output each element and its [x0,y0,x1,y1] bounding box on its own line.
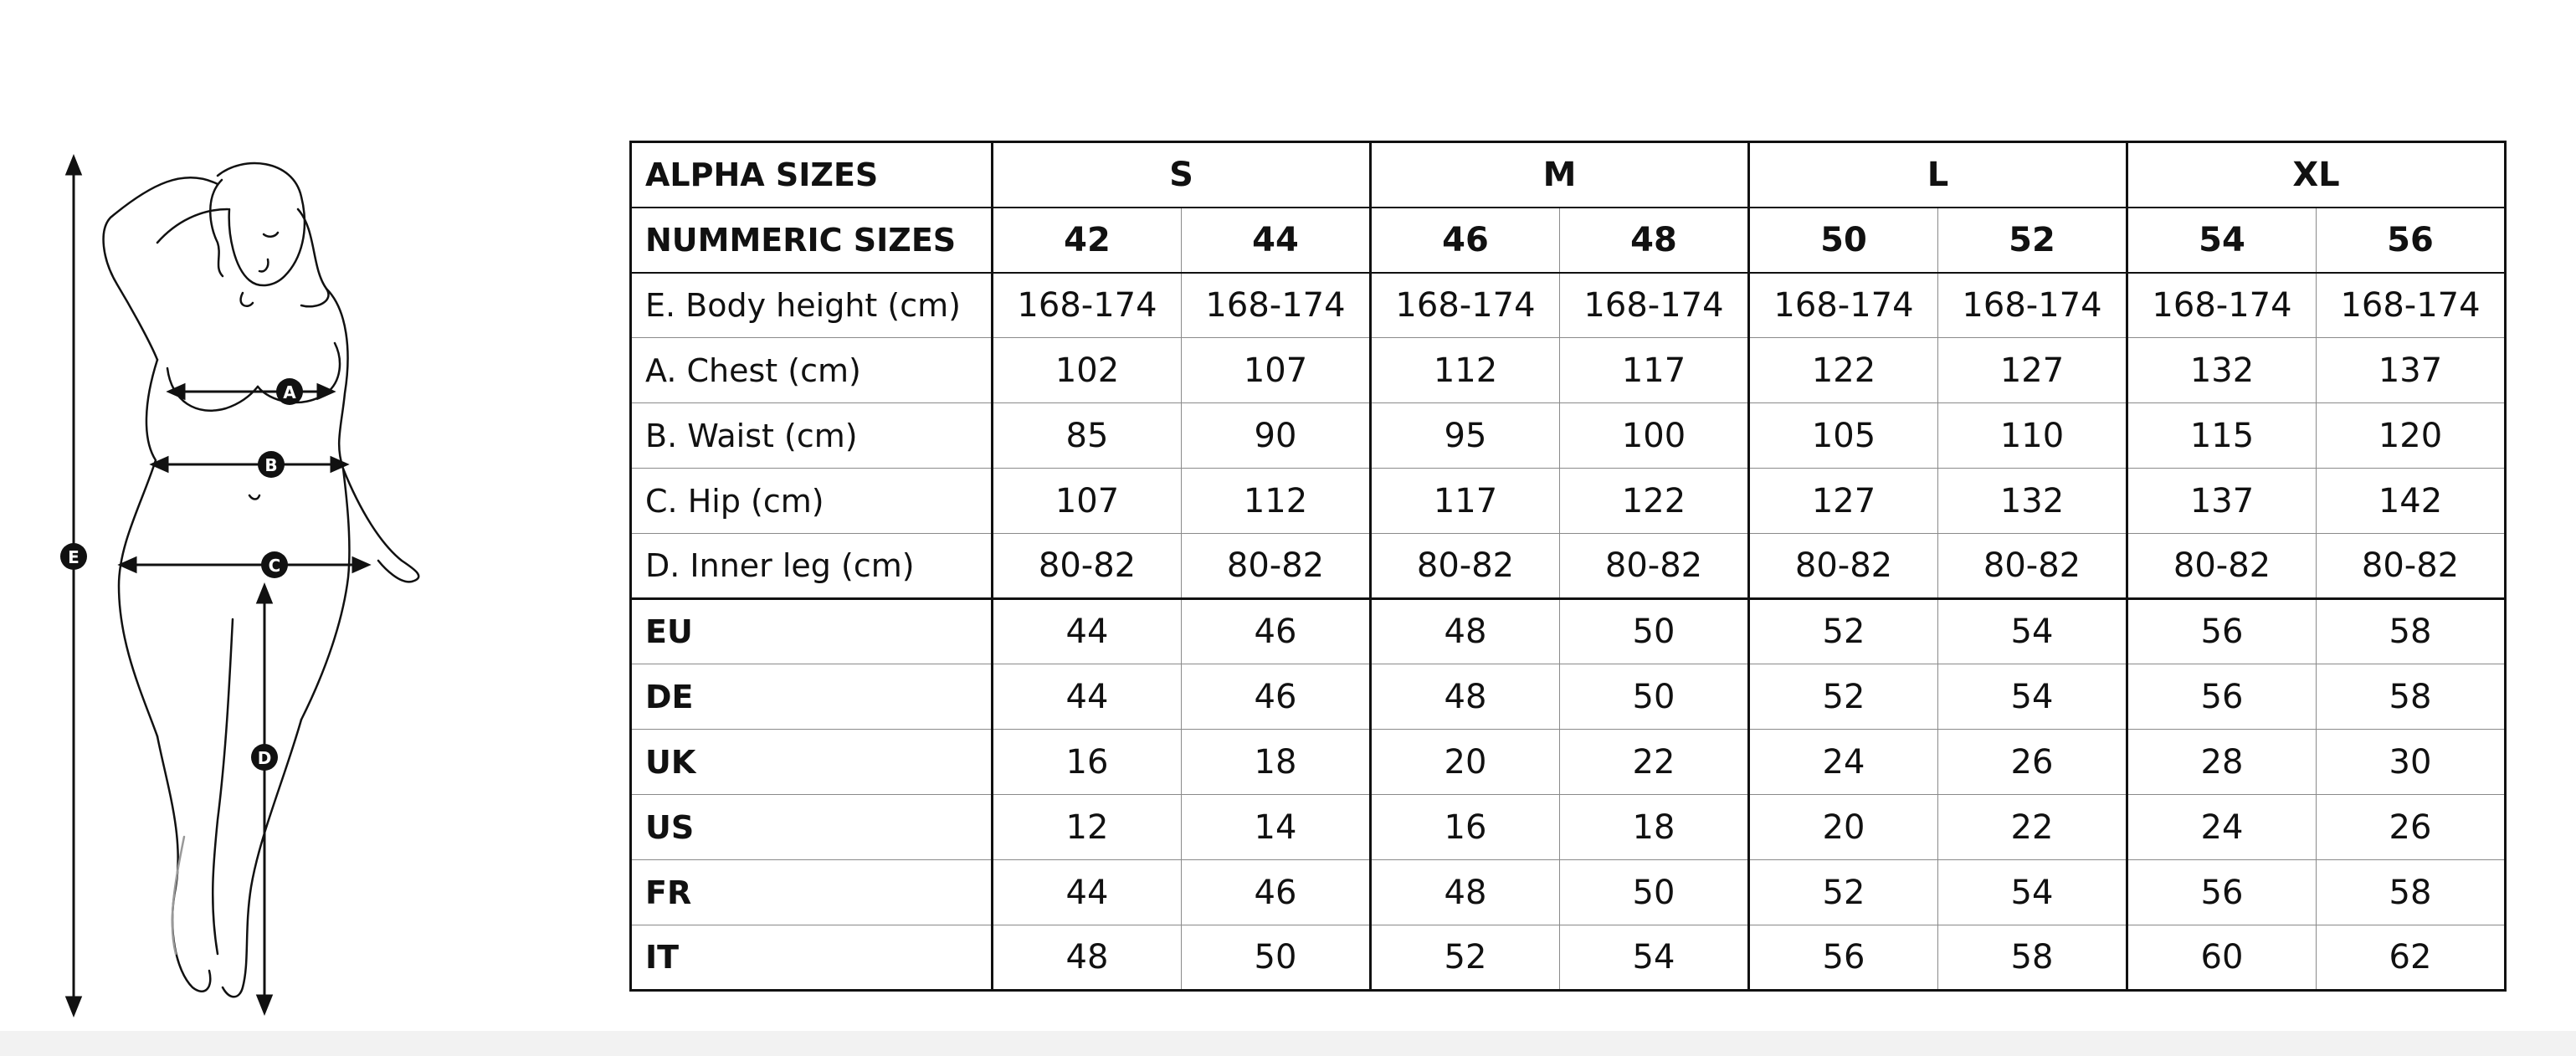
measurement-row-value: 168-174 [1560,273,1749,338]
region-row-value: 48 [993,925,1182,991]
region-row-value: 62 [2317,925,2506,991]
measurement-row-value: 122 [1749,338,1938,403]
region-row-value: 54 [1560,925,1749,991]
region-row-value: 18 [1560,795,1749,860]
region-row-value: 46 [1182,599,1371,664]
measurement-row-value: 90 [1182,403,1371,469]
measurement-row-value: 168-174 [2127,273,2317,338]
region-row-value: 56 [2127,599,2317,664]
measurement-row-value: 122 [1560,469,1749,534]
marker-e-label: E [68,547,80,567]
measurement-row-value: 127 [1938,338,2127,403]
region-row-value: 50 [1182,925,1371,991]
measurement-row-value: 117 [1560,338,1749,403]
measurement-row-value: 95 [1371,403,1560,469]
region-row-value: 58 [2317,599,2506,664]
region-row-value: 46 [1182,664,1371,730]
region-row-value: 24 [1749,730,1938,795]
measurement-row-value: 80-82 [1749,534,1938,599]
numeric-size: 52 [1938,208,2127,273]
measurement-row-value: 112 [1371,338,1560,403]
measurement-row-value: 80-82 [2317,534,2506,599]
measurement-row-value: 168-174 [1749,273,1938,338]
measurement-row-value: 137 [2317,338,2506,403]
region-row-value: 54 [1938,860,2127,925]
region-row-value: 26 [2317,795,2506,860]
measurement-row-value: 168-174 [993,273,1182,338]
measurement-row-value: 132 [2127,338,2317,403]
region-row-value: 16 [1371,795,1560,860]
region-row-value: 44 [993,860,1182,925]
region-row-value: 54 [1938,664,2127,730]
measurement-row-value: 127 [1749,469,1938,534]
region-row-value: 48 [1371,860,1560,925]
region-row-value: 44 [993,599,1182,664]
region-row-value: 22 [1560,730,1749,795]
measurement-row-value: 80-82 [993,534,1182,599]
region-row-value: 52 [1749,664,1938,730]
numeric-size: 50 [1749,208,1938,273]
alpha-sizes-row [631,142,2506,208]
region-row-value: 52 [1371,925,1560,991]
region-row-label: FR [631,860,993,925]
region-row [631,599,2506,664]
measurement-row-label: E. Body height (cm) [631,273,993,338]
measurement-row-value: 168-174 [1371,273,1560,338]
marker-d [251,744,278,771]
body-measurement-figure [50,151,485,1021]
region-row-value: 54 [1938,599,2127,664]
measurement-row-value: 80-82 [1938,534,2127,599]
numeric-sizes-label: NUMMERIC SIZES [631,208,993,273]
marker-c [261,551,288,578]
region-row-value: 58 [1938,925,2127,991]
measurement-row-value: 142 [2317,469,2506,534]
region-row [631,730,2506,795]
region-row-value: 24 [2127,795,2317,860]
region-row-value: 20 [1371,730,1560,795]
marker-d-label: D [257,748,272,768]
region-row-value: 22 [1938,795,2127,860]
region-row-value: 50 [1560,664,1749,730]
region-row-value: 30 [2317,730,2506,795]
region-row-label: DE [631,664,993,730]
region-row [631,860,2506,925]
alpha-size-m: M [1371,142,1749,208]
region-row-value: 26 [1938,730,2127,795]
region-row-value: 48 [1371,599,1560,664]
measurement-row-value: 120 [2317,403,2506,469]
region-row-value: 20 [1749,795,1938,860]
measurement-row-value: 110 [1938,403,2127,469]
alpha-sizes-label: ALPHA SIZES [631,142,993,208]
measurement-row-value: 80-82 [2127,534,2317,599]
region-row-value: 46 [1182,860,1371,925]
measurement-row-value: 137 [2127,469,2317,534]
marker-a [276,378,303,405]
region-row-value: 12 [993,795,1182,860]
region-row-value: 52 [1749,860,1938,925]
measurement-row-value: 80-82 [1182,534,1371,599]
measurement-row [631,273,2506,338]
marker-e [60,543,87,570]
measurement-row-value: 168-174 [2317,273,2506,338]
bottom-band [0,1031,2576,1056]
alpha-size-l: L [1749,142,2127,208]
region-row [631,664,2506,730]
region-row-value: 28 [2127,730,2317,795]
measurement-row-value: 168-174 [1182,273,1371,338]
measurement-row-value: 80-82 [1371,534,1560,599]
measurement-row-value: 105 [1749,403,1938,469]
numeric-size: 56 [2317,208,2506,273]
numeric-size: 42 [993,208,1182,273]
measurement-row-label: C. Hip (cm) [631,469,993,534]
region-row-value: 58 [2317,860,2506,925]
numeric-sizes-row [631,208,2506,273]
marker-a-label: A [283,382,296,402]
region-row-value: 56 [2127,860,2317,925]
region-row-label: UK [631,730,993,795]
measurement-row-value: 115 [2127,403,2317,469]
region-row-value: 18 [1182,730,1371,795]
measurement-row [631,534,2506,599]
marker-c-label: C [268,556,281,576]
region-row-label: IT [631,925,993,991]
measurement-row [631,403,2506,469]
measurements-section [631,273,2506,599]
region-row-value: 60 [2127,925,2317,991]
measurement-row-value: 112 [1182,469,1371,534]
size-chart-table [629,141,2507,992]
measurement-row-label: B. Waist (cm) [631,403,993,469]
region-row-value: 14 [1182,795,1371,860]
measurement-row-label: A. Chest (cm) [631,338,993,403]
measurement-row [631,469,2506,534]
region-row-value: 44 [993,664,1182,730]
alpha-size-xl: XL [2127,142,2506,208]
measurement-row-value: 80-82 [1560,534,1749,599]
region-row [631,925,2506,991]
region-row-value: 52 [1749,599,1938,664]
marker-b [258,451,285,478]
measurement-row-value: 107 [1182,338,1371,403]
measurement-row-value: 168-174 [1938,273,2127,338]
marker-b-label: B [264,455,278,475]
alpha-size-s: S [993,142,1371,208]
measurement-row-value: 102 [993,338,1182,403]
measurement-row-value: 117 [1371,469,1560,534]
region-row-value: 50 [1560,860,1749,925]
region-row-value: 16 [993,730,1182,795]
measurement-row-label: D. Inner leg (cm) [631,534,993,599]
measurement-row-value: 85 [993,403,1182,469]
region-row [631,795,2506,860]
numeric-size: 44 [1182,208,1371,273]
measurement-row [631,338,2506,403]
numeric-size: 48 [1560,208,1749,273]
body-illustration [50,151,485,1021]
measurement-row-value: 100 [1560,403,1749,469]
region-row-value: 48 [1371,664,1560,730]
region-row-value: 56 [1749,925,1938,991]
region-row-label: EU [631,599,993,664]
region-row-value: 50 [1560,599,1749,664]
measurement-row-value: 107 [993,469,1182,534]
region-row-label: US [631,795,993,860]
region-row-value: 56 [2127,664,2317,730]
region-row-value: 58 [2317,664,2506,730]
numeric-size: 46 [1371,208,1560,273]
region-sizes-section [631,599,2506,991]
measurement-row-value: 132 [1938,469,2127,534]
numeric-size: 54 [2127,208,2317,273]
